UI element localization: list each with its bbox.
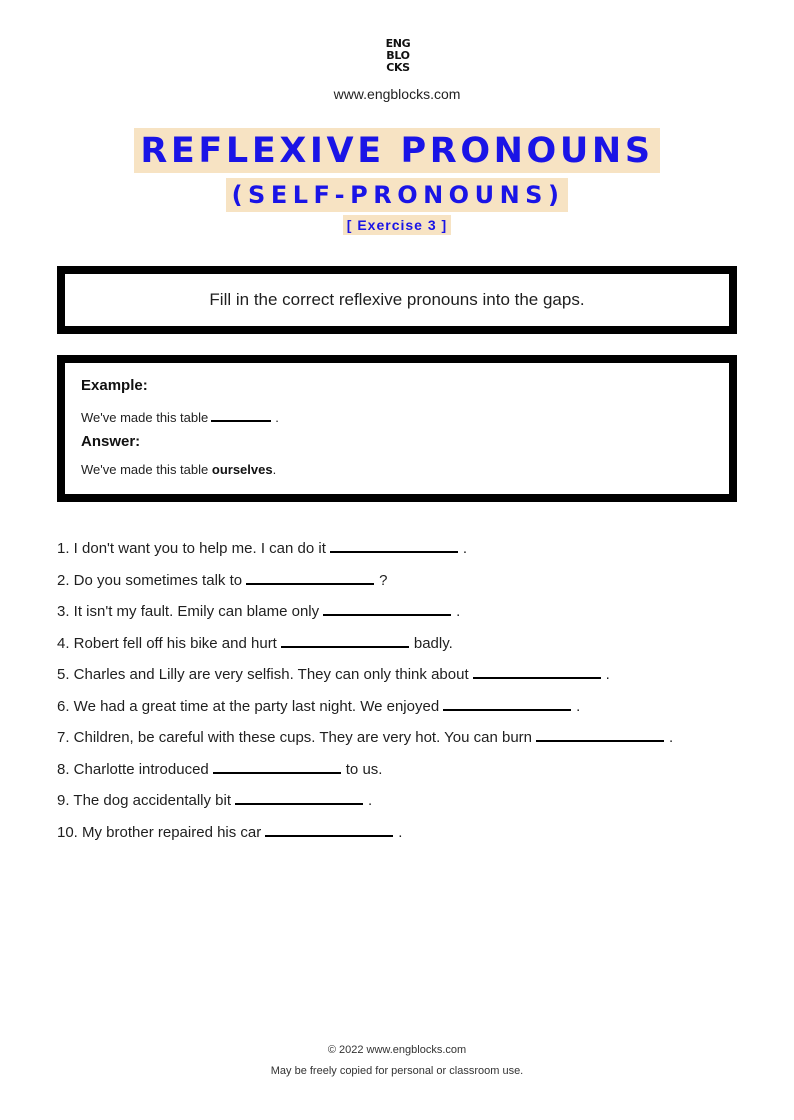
question-item — [57, 569, 387, 593]
question-end: ? — [379, 571, 388, 589]
example-box — [57, 355, 737, 502]
logo-line-2: BLO — [386, 49, 410, 62]
question-item — [57, 758, 382, 782]
question-text: 3. It isn't my fault. Emily can blame only — [57, 603, 320, 620]
question-end: . — [462, 540, 468, 557]
question-item — [57, 663, 610, 687]
answer-end: . — [272, 462, 277, 477]
question-text: 7. Children, be careful with these cups. They are very hot. You can burn — [57, 729, 533, 746]
question-item — [57, 789, 372, 813]
answer-blank[interactable] — [265, 821, 393, 837]
question-text: 6. We had a great time at the party last night. We enjoyed — [57, 697, 440, 715]
question-item — [57, 537, 467, 561]
answer-text: We've made this table — [81, 462, 209, 477]
example-text: We've made this table — [81, 410, 209, 425]
logo-line-1: ENG — [385, 37, 411, 50]
question-item — [57, 695, 580, 719]
logo-line-3: CKS — [386, 61, 410, 74]
question-end: . — [368, 792, 373, 809]
answer-sentence — [81, 462, 276, 477]
question-text: 5. Charles and Lilly are very selfish. They can only think about — [57, 666, 469, 683]
example-label: Example: — [81, 377, 148, 394]
question-end: . — [398, 823, 403, 841]
answer-blank[interactable] — [443, 695, 571, 711]
instruction-text: Fill in the correct reflexive pronouns into the gaps. — [209, 290, 585, 309]
exercise-label: [ Exercise 3 ] — [343, 215, 451, 235]
answer-blank[interactable] — [330, 537, 458, 553]
answer-blank[interactable] — [536, 726, 664, 742]
question-end: to us. — [345, 760, 383, 778]
page-subtitle: (SELF-PRONOUNS) — [226, 178, 569, 212]
question-text: 1. I don't want you to help me. I can do it — [57, 540, 326, 557]
answer-blank[interactable] — [473, 663, 601, 679]
footer-copyright: © 2022 www.engblocks.com — [327, 1044, 467, 1056]
question-text: 4. Robert fell off his bike and hurt — [57, 634, 277, 652]
question-item — [57, 600, 460, 624]
engblocks-logo — [380, 38, 416, 74]
answer-blank[interactable] — [235, 789, 363, 805]
answer-blank[interactable] — [213, 758, 341, 774]
page-title: REFLEXIVE PRONOUNS — [134, 128, 659, 173]
question-text: 9. The dog accidentally bit — [57, 792, 232, 809]
question-end: badly. — [413, 634, 453, 652]
site-url[interactable]: www.engblocks.com — [333, 86, 461, 102]
answer-blank[interactable] — [246, 569, 374, 585]
example-blank — [211, 407, 271, 422]
question-end: . — [605, 666, 610, 683]
answer-label: Answer: — [81, 433, 141, 450]
question-item — [57, 726, 673, 750]
question-end: . — [456, 603, 461, 620]
answer-word: ourselves — [211, 462, 273, 477]
question-text: 8. Charlotte introduced — [57, 760, 209, 778]
question-text: 10. My brother repaired his car — [57, 823, 262, 841]
question-end: . — [576, 697, 581, 715]
question-item — [57, 821, 402, 845]
answer-blank[interactable] — [323, 600, 451, 616]
question-text: 2. Do you sometimes talk to — [57, 571, 243, 589]
question-item — [57, 632, 453, 656]
instruction-box — [57, 266, 737, 334]
answer-blank[interactable] — [281, 632, 409, 648]
footer-license: May be freely copied for personal or classroom use. — [270, 1065, 524, 1077]
question-end: . — [669, 729, 674, 746]
example-sentence — [81, 407, 279, 425]
example-end: . — [275, 410, 279, 425]
